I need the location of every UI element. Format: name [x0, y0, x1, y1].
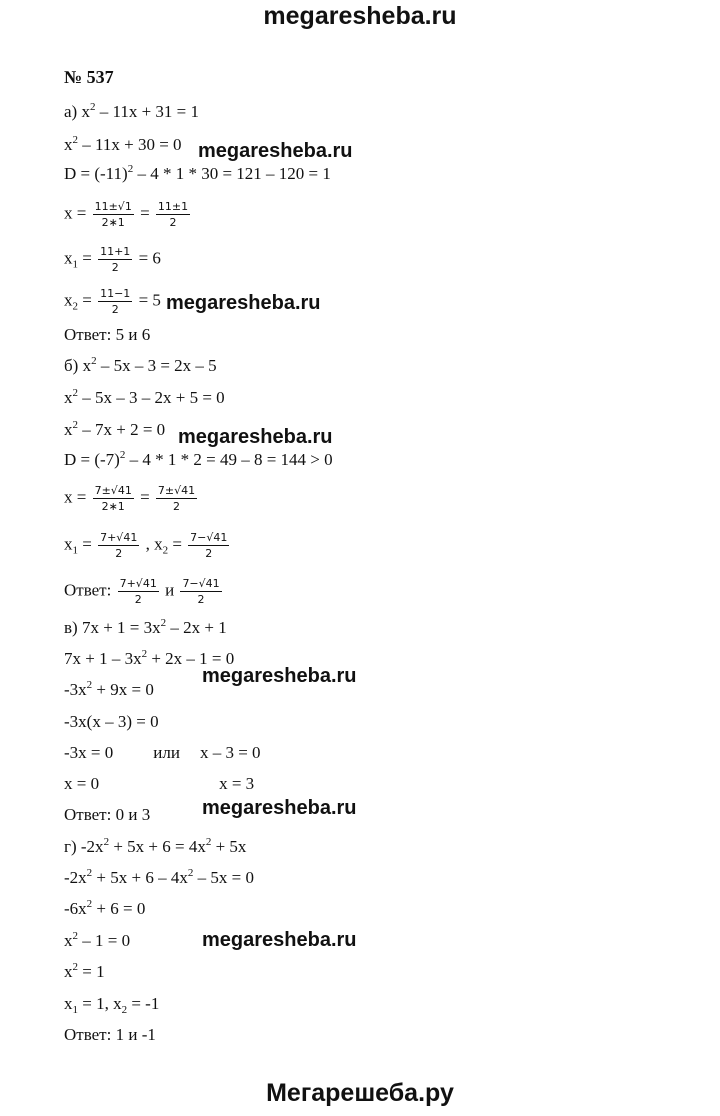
- site-footer: Мегарешеба.ру: [266, 1079, 454, 1107]
- line-v3: $-3x^2 + 9x = 0$: [64, 679, 154, 699]
- problem-number: № 537: [64, 67, 114, 87]
- line-a3: $D = (-11)^2 - 4 * 1 * 30 = 121 - 120 = 1$: [64, 163, 331, 183]
- fraction: $\frac{11+1}{2}$: [100, 245, 131, 275]
- line-g1: г) $-2x^2 + 5x + 6 = 4x^2 + 5x$: [64, 836, 247, 856]
- fraction: $\frac{11\pm√1}{2∗1}$: [94, 200, 132, 230]
- fraction: $\frac{11\pm 1}{2}$: [157, 200, 189, 230]
- line-g6: $x_1 = 1$, $x_2 = -1$: [64, 994, 160, 1016]
- line-b1: б) $x^2 - 5x - 3 = 2x - 5$: [64, 355, 217, 375]
- part-g-label: г): [64, 837, 77, 856]
- line-v4: -3x(x – 3) = 0: [64, 712, 159, 731]
- line-b-answer: Ответ: $\frac{7+√41}{2}$ и $\frac{7-√41}{2}$: [64, 577, 220, 607]
- line-b4: $D = (-7)^2 - 4 * 1 * 2 = 49 - 8 = 144 > 0$: [64, 449, 333, 469]
- line-a1: а) $x^2 - 11x + 31 = 1$: [64, 101, 200, 121]
- watermark: megaresheba.ru: [178, 426, 333, 448]
- part-a-label: а): [64, 102, 78, 121]
- line-v5: -3x = 0 или x – 3 = 0: [64, 743, 261, 762]
- fraction: $\frac{11-1}{2}$: [100, 287, 131, 317]
- line-g5: $x^2 = 1$: [64, 961, 105, 981]
- line-v-answer: Ответ: 0 и 3: [64, 805, 151, 824]
- line-a5: $x_1$ = $\frac{11+1}{2}$ = 6: [64, 245, 161, 275]
- watermark: megaresheba.ru: [202, 929, 357, 951]
- line-g4: $x^2 - 1 = 0$: [64, 930, 131, 950]
- watermark: megaresheba.ru: [202, 797, 357, 819]
- fraction: $\frac{7-√41}{2}$: [190, 531, 228, 561]
- line-v2: $7x + 1 - 3x^2 + 2x - 1 = 0$: [64, 648, 235, 668]
- line-v1: в) $7x + 1 = 3x^2 - 2x + 1$: [64, 617, 227, 637]
- line-v6: x = 0 x = 3: [64, 774, 255, 793]
- fraction: $\frac{7\pm√41}{2∗1}$: [94, 484, 132, 514]
- fraction: $\frac{7+√41}{2}$: [100, 531, 138, 561]
- line-b6: $x_1$ = $\frac{7+√41}{2}$ , $x_2$ = $\frac{7-√41}{2}$: [64, 531, 228, 561]
- line-g3: $-6x^2 + 6 = 0$: [64, 898, 146, 918]
- part-b-label: б): [64, 356, 79, 375]
- part-v-label: в): [64, 618, 78, 637]
- watermark: megaresheba.ru: [198, 140, 353, 162]
- line-a6: $x_2$ = $\frac{11-1}{2}$ = 5: [64, 287, 161, 317]
- fraction: $\frac{7-√41}{2}$: [182, 577, 220, 607]
- line-a-answer: Ответ: 5 и 6: [64, 325, 151, 344]
- line-g-answer: Ответ: 1 и -1: [64, 1025, 156, 1044]
- watermark: megaresheba.ru: [202, 665, 357, 687]
- line-b3: $x^2 - 7x + 2 = 0$: [64, 419, 166, 439]
- line-a4: x = $\frac{11\pm√1}{2∗1}$ = $\frac{11\pm 1}{2}$: [64, 200, 189, 230]
- fraction: $\frac{7\pm√41}{2}$: [157, 484, 196, 514]
- line-g2: $-2x^2 + 5x + 6 - 4x^2 - 5x = 0$: [64, 867, 254, 887]
- fraction: $\frac{7+√41}{2}$: [119, 577, 157, 607]
- line-a2: $x^2 - 11x + 30 = 0$: [64, 134, 182, 154]
- watermark: megaresheba.ru: [166, 292, 321, 314]
- site-header: megaresheba.ru: [263, 2, 457, 30]
- line-b5: x = $\frac{7\pm√41}{2∗1}$ = $\frac{7\pm√41}{2}$: [64, 484, 196, 514]
- line-b2: $x^2 - 5x - 3 - 2x + 5 = 0$: [64, 387, 225, 407]
